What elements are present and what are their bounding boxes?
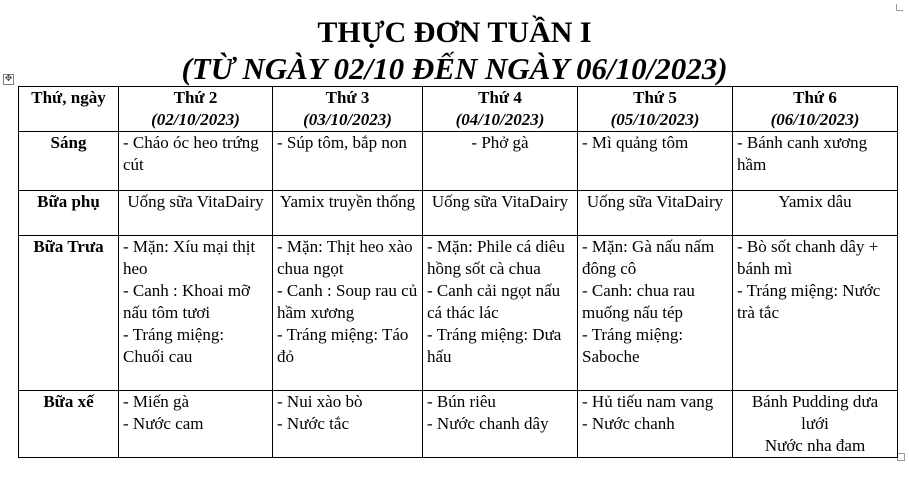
table-row-sang — [19, 132, 898, 191]
menu-line: Yamix truyền thống — [279, 192, 416, 211]
menu-line: - Bánh canh xương hầm — [737, 133, 868, 174]
header-day-cell — [578, 87, 733, 132]
day-name: Thứ 2 — [173, 88, 218, 107]
day-date: (04/10/2023) — [455, 110, 545, 129]
table-resize-handle[interactable] — [897, 453, 905, 461]
menu-line: Nước nha đam — [764, 436, 866, 455]
menu-line: - Tráng miệng: Dưa hấu — [427, 325, 562, 366]
menu-line: - Mặn: Phile cá diêu hồng sốt cà chua — [427, 237, 565, 278]
menu-cell[interactable] — [119, 236, 273, 391]
menu-line: Uống sữa VitaDairy — [127, 192, 264, 211]
menu-line: - Bún riêu — [427, 392, 496, 411]
menu-cell[interactable] — [578, 391, 733, 458]
day-name: Thứ 4 — [478, 88, 522, 107]
table-row-bua-trua — [19, 236, 898, 391]
menu-line: - Phở gà — [471, 133, 529, 152]
day-date: (05/10/2023) — [610, 110, 700, 129]
menu-line: - Hủ tiếu nam vang — [582, 392, 714, 411]
day-date: (03/10/2023) — [303, 110, 392, 129]
table-row-bua-phu — [19, 191, 898, 236]
row-label: Bữa phụ — [19, 191, 119, 236]
menu-line: - Nước chanh — [582, 414, 675, 433]
menu-line: - Nước cam — [123, 414, 204, 433]
weekly-menu-table — [18, 86, 898, 458]
menu-cell[interactable] — [578, 236, 733, 391]
menu-cell[interactable] — [119, 391, 273, 458]
menu-cell[interactable] — [423, 236, 578, 391]
menu-line: - Tráng miệng: Saboche — [582, 325, 684, 366]
menu-line: - Canh : Khoai mỡ nấu tôm tươi — [123, 281, 251, 322]
menu-cell[interactable] — [273, 132, 423, 191]
header-day-cell — [119, 87, 273, 132]
menu-cell[interactable] — [578, 191, 733, 236]
menu-cell[interactable] — [423, 391, 578, 458]
table-row-bua-xe — [19, 391, 898, 458]
menu-line: - Súp tôm, bắp non — [277, 133, 407, 152]
menu-line: - Mặn: Gà nấu nấm đông cô — [582, 237, 715, 278]
menu-cell[interactable] — [273, 236, 423, 391]
menu-line: - Tráng miệng: Nước trà tắc — [737, 281, 881, 322]
menu-line: Uống sữa VitaDairy — [431, 192, 569, 211]
day-name: Thứ 6 — [793, 88, 837, 107]
menu-cell[interactable] — [733, 236, 898, 391]
menu-cell[interactable] — [733, 132, 898, 191]
day-date: (02/10/2023) — [151, 110, 240, 129]
menu-line: - Miến gà — [123, 392, 190, 411]
menu-line: - Nước chanh dây — [427, 414, 549, 433]
header-day-cell — [423, 87, 578, 132]
page-subtitle: (TỪ NGÀY 02/10 ĐẾN NGÀY 06/10/2023) — [181, 51, 728, 86]
menu-line: - Mặn: Xíu mại thịt heo — [123, 237, 256, 278]
header-first-col: Thứ, ngày — [19, 87, 119, 132]
day-date: (06/10/2023) — [770, 110, 860, 129]
row-label: Sáng — [19, 132, 119, 191]
menu-line: Bánh Pudding dưa lưới — [751, 392, 879, 433]
day-name: Thứ 3 — [325, 88, 370, 107]
day-name: Thứ 5 — [633, 88, 677, 107]
menu-cell[interactable] — [578, 132, 733, 191]
page-corner-mark — [896, 4, 903, 11]
table-move-handle-icon[interactable]: ✥ — [4, 74, 13, 84]
menu-line: - Canh cải ngọt nấu cá thác lác — [427, 281, 561, 322]
menu-line: - Canh: chua rau muống nấu tép — [582, 281, 695, 322]
menu-cell[interactable] — [733, 391, 898, 458]
menu-cell[interactable] — [423, 132, 578, 191]
menu-cell[interactable] — [119, 132, 273, 191]
menu-line: - Nui xào bò — [277, 392, 363, 411]
page-title: THỰC ĐƠN TUẦN I — [317, 16, 592, 49]
menu-cell[interactable] — [119, 191, 273, 236]
menu-cell[interactable] — [273, 391, 423, 458]
menu-line: Uống sữa VitaDairy — [586, 192, 724, 211]
menu-cell[interactable] — [733, 191, 898, 236]
menu-line: Yamix dâu — [778, 192, 852, 211]
menu-cell[interactable] — [273, 191, 423, 236]
menu-line: - Nước tắc — [277, 414, 350, 433]
menu-line: - Bò sốt chanh dây + bánh mì — [737, 237, 879, 278]
menu-line: - Cháo óc heo trứng cút — [123, 133, 259, 174]
menu-line: - Mặn: Thịt heo xào chua ngọt — [277, 237, 413, 278]
header-day-cell — [273, 87, 423, 132]
header-row — [19, 87, 898, 132]
menu-line: - Tráng miệng: Táo đỏ — [277, 325, 409, 366]
row-label: Bữa xế — [19, 391, 119, 458]
row-label: Bữa Trưa — [19, 236, 119, 391]
menu-cell[interactable] — [423, 191, 578, 236]
menu-line: - Tráng miệng: Chuối cau — [123, 325, 225, 366]
header-day-cell — [733, 87, 898, 132]
menu-line: - Canh : Soup rau củ hầm xương — [277, 281, 418, 322]
menu-line: - Mì quảng tôm — [582, 133, 689, 152]
